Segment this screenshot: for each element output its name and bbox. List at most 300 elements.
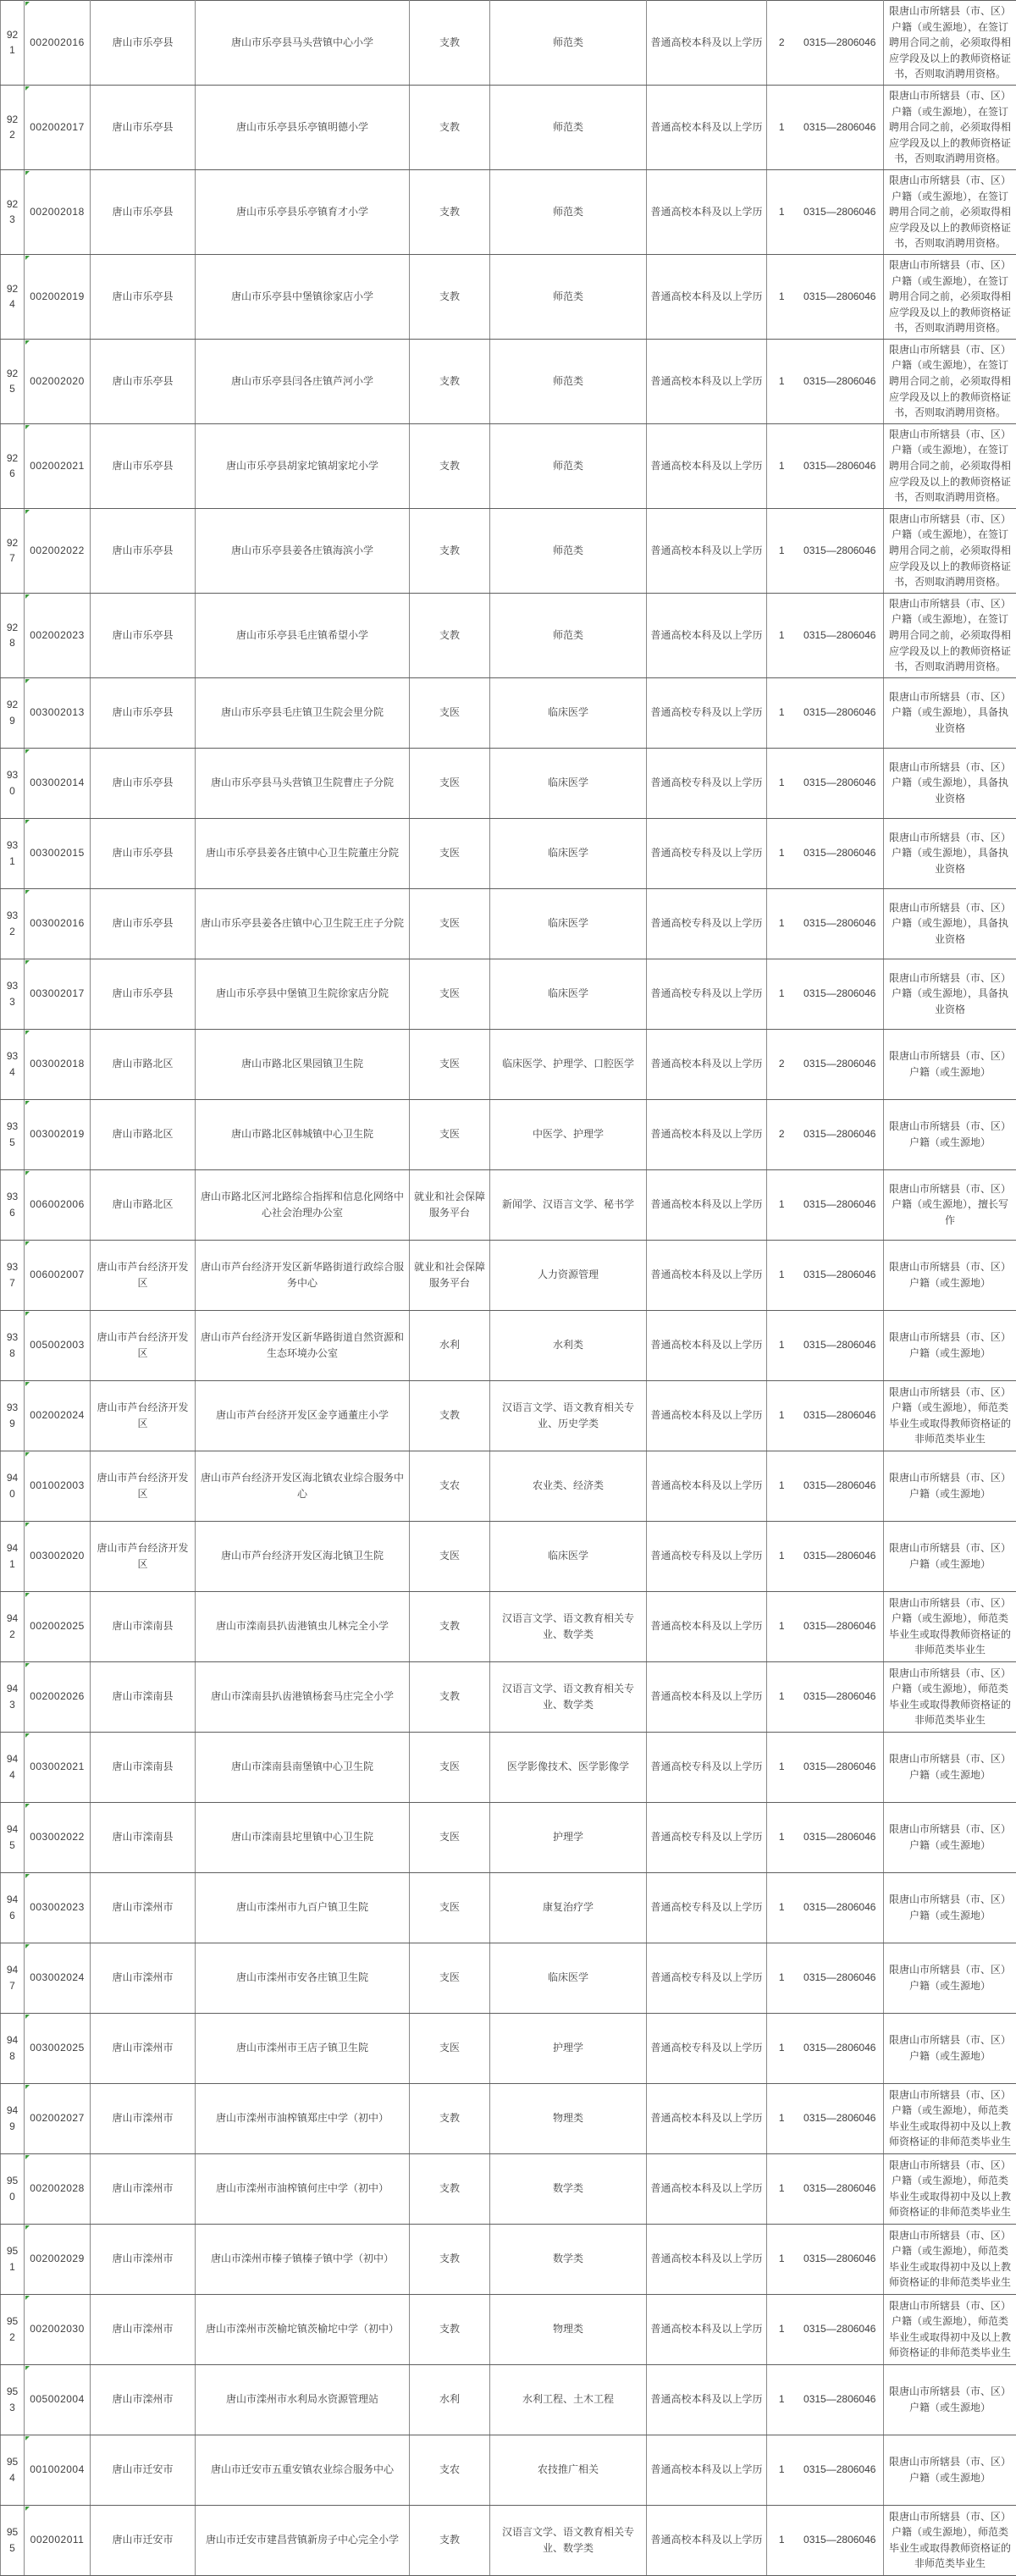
major-cell: 水利类 — [490, 1310, 647, 1380]
county-cell: 唐山市乐亭县 — [91, 169, 196, 254]
major-cell: 物理类 — [490, 2083, 647, 2153]
county-cell: 唐山市滦南县 — [91, 1661, 196, 1732]
position-code-cell — [25, 423, 91, 508]
serial-number-cell: 944 — [1, 1732, 25, 1802]
position-code-text: 002002017 — [30, 121, 85, 133]
education-cell: 普通高校本科及以上学历 — [647, 1240, 767, 1310]
county-cell: 唐山市滦州市 — [91, 2294, 196, 2364]
green-corner-marker-icon — [25, 2296, 30, 2300]
education-cell: 普通高校专科及以上学历 — [647, 1732, 767, 1802]
headcount-cell: 1 — [767, 1380, 797, 1451]
unit-name-cell: 唐山市乐亭县姜各庄镇中心卫生院王庄子分院 — [196, 888, 410, 959]
headcount-cell: 2 — [767, 1, 797, 86]
phone-cell: 0315—2806046 — [797, 1310, 884, 1380]
headcount-cell: 1 — [767, 1802, 797, 1872]
category-cell: 支医 — [410, 888, 490, 959]
education-cell: 普通高校本科及以上学历 — [647, 508, 767, 593]
county-cell: 唐山市乐亭县 — [91, 254, 196, 339]
green-corner-marker-icon — [25, 594, 30, 599]
headcount-cell: 1 — [767, 1661, 797, 1732]
category-cell: 水利 — [410, 1310, 490, 1380]
category-cell: 支教 — [410, 254, 490, 339]
category-cell: 支教 — [410, 2294, 490, 2364]
green-corner-marker-icon — [25, 2155, 30, 2159]
headcount-cell: 1 — [767, 2294, 797, 2364]
phone-cell: 0315—2806046 — [797, 1451, 884, 1521]
table-row — [1, 2153, 1016, 2224]
position-code-cell — [25, 677, 91, 748]
green-corner-marker-icon — [25, 1663, 30, 1667]
headcount-cell: 1 — [767, 1169, 797, 1240]
green-corner-marker-icon — [25, 86, 30, 91]
remark-cell: 限唐山市所辖县（市、区）户籍（或生源地），具备执业资格 — [884, 677, 1016, 748]
green-corner-marker-icon — [25, 1944, 30, 1949]
table-row — [1, 959, 1016, 1029]
green-corner-marker-icon — [25, 1452, 30, 1457]
major-cell: 汉语言文学、语文教育相关专业、数学类 — [490, 2505, 647, 2575]
phone-cell: 0315—2806046 — [797, 2294, 884, 2364]
category-cell: 支教 — [410, 1380, 490, 1451]
phone-cell: 0315—2806046 — [797, 1661, 884, 1732]
education-cell: 普通高校专科及以上学历 — [647, 1943, 767, 2013]
headcount-cell: 1 — [767, 959, 797, 1029]
county-cell: 唐山市滦州市 — [91, 2153, 196, 2224]
remark-cell: 限唐山市所辖县（市、区）户籍（或生源地），在签订聘用合同之前，必须取得相应学段及以上的教师资格证书，否则取消聘用资格。 — [884, 1, 1016, 86]
table-row — [1, 254, 1016, 339]
unit-name-cell: 唐山市迁安市建昌营镇新房子中心完全小学 — [196, 2505, 410, 2575]
county-cell: 唐山市滦州市 — [91, 1943, 196, 2013]
serial-number-cell: 948 — [1, 2013, 25, 2083]
position-code-text: 003002025 — [30, 2042, 85, 2054]
phone-cell: 0315—2806046 — [797, 1380, 884, 1451]
position-code-cell — [25, 959, 91, 1029]
serial-number-cell: 945 — [1, 1802, 25, 1872]
education-cell: 普通高校本科及以上学历 — [647, 1029, 767, 1099]
serial-number-cell: 926 — [1, 423, 25, 508]
position-code-text: 003002014 — [30, 777, 85, 788]
category-cell: 支医 — [410, 1029, 490, 1099]
county-cell: 唐山市路北区 — [91, 1169, 196, 1240]
remark-cell: 限唐山市所辖县（市、区）户籍（或生源地），师范类毕业生或取得教师资格证的非师范类毕业生 — [884, 1380, 1016, 1451]
position-code-text: 002002030 — [30, 2323, 85, 2335]
serial-number-cell: 931 — [1, 818, 25, 888]
major-cell: 汉语言文学、语文教育相关专业、历史学类 — [490, 1380, 647, 1451]
table-row — [1, 1661, 1016, 1732]
remark-cell: 限唐山市所辖县（市、区）户籍（或生源地），师范类毕业生或取得教师资格证的非师范类毕业生 — [884, 1591, 1016, 1661]
phone-cell: 0315—2806046 — [797, 677, 884, 748]
major-cell: 临床医学、护理学、口腔医学 — [490, 1029, 647, 1099]
education-cell: 普通高校本科及以上学历 — [647, 2153, 767, 2224]
county-cell: 唐山市迁安市 — [91, 2435, 196, 2505]
education-cell: 普通高校专科及以上学历 — [647, 748, 767, 818]
position-code-cell — [25, 1521, 91, 1591]
headcount-cell: 1 — [767, 1240, 797, 1310]
unit-name-cell: 唐山市乐亭县马头营镇卫生院曹庄子分院 — [196, 748, 410, 818]
headcount-cell: 1 — [767, 2435, 797, 2505]
position-code-text: 002002023 — [30, 629, 85, 641]
green-corner-marker-icon — [25, 960, 30, 965]
education-cell: 普通高校本科及以上学历 — [647, 1380, 767, 1451]
unit-name-cell: 唐山市乐亭县毛庄镇卫生院会里分院 — [196, 677, 410, 748]
unit-name-cell: 唐山市滦州市九百户镇卫生院 — [196, 1872, 410, 1943]
headcount-cell: 1 — [767, 2013, 797, 2083]
position-code-text: 002002022 — [30, 544, 85, 556]
category-cell: 支医 — [410, 1872, 490, 1943]
remark-cell: 限唐山市所辖县（市、区）户籍（或生源地），具备执业资格 — [884, 888, 1016, 959]
education-cell: 普通高校专科及以上学历 — [647, 959, 767, 1029]
headcount-cell: 1 — [767, 508, 797, 593]
headcount-cell: 1 — [767, 2364, 797, 2435]
unit-name-cell: 唐山市路北区河北路综合指挥和信息化网络中心社会治理办公室 — [196, 1169, 410, 1240]
unit-name-cell: 唐山市乐亭县毛庄镇希望小学 — [196, 593, 410, 677]
education-cell: 普通高校专科及以上学历 — [647, 818, 767, 888]
category-cell: 支教 — [410, 2505, 490, 2575]
serial-number-cell: 950 — [1, 2153, 25, 2224]
major-cell: 康复治疗学 — [490, 1872, 647, 1943]
category-cell: 支农 — [410, 1451, 490, 1521]
green-corner-marker-icon — [25, 1804, 30, 1808]
phone-cell: 0315—2806046 — [797, 1802, 884, 1872]
phone-cell: 0315—2806046 — [797, 1099, 884, 1169]
position-code-text: 003002022 — [30, 1831, 85, 1843]
education-cell: 普通高校本科及以上学历 — [647, 1451, 767, 1521]
position-code-cell — [25, 1310, 91, 1380]
category-cell: 支教 — [410, 2153, 490, 2224]
county-cell: 唐山市路北区 — [91, 1099, 196, 1169]
phone-cell: 0315—2806046 — [797, 748, 884, 818]
remark-cell: 限唐山市所辖县（市、区）户籍（或生源地） — [884, 1099, 1016, 1169]
county-cell: 唐山市乐亭县 — [91, 339, 196, 423]
green-corner-marker-icon — [25, 1523, 30, 1527]
serial-number-cell: 954 — [1, 2435, 25, 2505]
phone-cell: 0315—2806046 — [797, 1872, 884, 1943]
green-corner-marker-icon — [25, 2366, 30, 2370]
headcount-cell: 1 — [767, 1732, 797, 1802]
major-cell: 数学类 — [490, 2153, 647, 2224]
position-code-text: 002002026 — [30, 1690, 85, 1702]
position-code-text: 003002020 — [30, 1550, 85, 1562]
table-row — [1, 1380, 1016, 1451]
headcount-cell: 1 — [767, 423, 797, 508]
unit-name-cell: 唐山市乐亭县乐亭镇育才小学 — [196, 169, 410, 254]
green-corner-marker-icon — [25, 1241, 30, 1246]
position-code-cell — [25, 2083, 91, 2153]
headcount-cell: 1 — [767, 1872, 797, 1943]
phone-cell: 0315—2806046 — [797, 593, 884, 677]
major-cell: 临床医学 — [490, 748, 647, 818]
education-cell: 普通高校本科及以上学历 — [647, 2224, 767, 2294]
position-code-text: 002002019 — [30, 290, 85, 302]
unit-name-cell: 唐山市乐亭县闫各庄镇芦河小学 — [196, 339, 410, 423]
serial-number-cell: 933 — [1, 959, 25, 1029]
serial-number-cell: 930 — [1, 748, 25, 818]
green-corner-marker-icon — [25, 340, 30, 345]
green-corner-marker-icon — [25, 2225, 30, 2230]
phone-cell: 0315—2806046 — [797, 818, 884, 888]
serial-number-cell: 923 — [1, 169, 25, 254]
education-cell: 普通高校专科及以上学历 — [647, 677, 767, 748]
table-row — [1, 2364, 1016, 2435]
major-cell: 护理学 — [490, 2013, 647, 2083]
phone-cell: 0315—2806046 — [797, 2224, 884, 2294]
county-cell: 唐山市芦台经济开发区 — [91, 1521, 196, 1591]
phone-cell: 0315—2806046 — [797, 254, 884, 339]
major-cell: 临床医学 — [490, 677, 647, 748]
unit-name-cell: 唐山市芦台经济开发区新华路街道自然资源和生态环境办公室 — [196, 1310, 410, 1380]
major-cell: 农技推广相关 — [490, 2435, 647, 2505]
category-cell: 支农 — [410, 2435, 490, 2505]
table-row — [1, 818, 1016, 888]
county-cell: 唐山市滦州市 — [91, 2083, 196, 2153]
position-code-text: 002002025 — [30, 1620, 85, 1632]
category-cell: 支教 — [410, 1, 490, 86]
education-cell: 普通高校本科及以上学历 — [647, 423, 767, 508]
major-cell: 人力资源管理 — [490, 1240, 647, 1310]
green-corner-marker-icon — [25, 1171, 30, 1175]
category-cell: 支教 — [410, 1591, 490, 1661]
county-cell: 唐山市滦南县 — [91, 1802, 196, 1872]
major-cell: 农业类、经济类 — [490, 1451, 647, 1521]
major-cell: 护理学 — [490, 1802, 647, 1872]
headcount-cell: 1 — [767, 1943, 797, 2013]
serial-number-cell: 937 — [1, 1240, 25, 1310]
category-cell: 支教 — [410, 1661, 490, 1732]
education-cell: 普通高校本科及以上学历 — [647, 2083, 767, 2153]
serial-number-cell: 940 — [1, 1451, 25, 1521]
position-code-cell — [25, 2013, 91, 2083]
position-code-text: 002002018 — [30, 206, 85, 218]
table-row — [1, 1943, 1016, 2013]
phone-cell: 0315—2806046 — [797, 2505, 884, 2575]
category-cell: 支教 — [410, 2224, 490, 2294]
serial-number-cell: 943 — [1, 1661, 25, 1732]
remark-cell: 限唐山市所辖县（市、区）户籍（或生源地） — [884, 1310, 1016, 1380]
headcount-cell: 1 — [767, 677, 797, 748]
serial-number-cell: 953 — [1, 2364, 25, 2435]
green-corner-marker-icon — [25, 890, 30, 894]
phone-cell: 0315—2806046 — [797, 959, 884, 1029]
position-code-text: 002002024 — [30, 1409, 85, 1421]
position-code-cell — [25, 2435, 91, 2505]
education-cell: 普通高校本科及以上学历 — [647, 593, 767, 677]
remark-cell: 限唐山市所辖县（市、区）户籍（或生源地），具备执业资格 — [884, 959, 1016, 1029]
category-cell: 水利 — [410, 2364, 490, 2435]
table-row — [1, 1802, 1016, 1872]
headcount-cell: 2 — [767, 1099, 797, 1169]
position-code-text: 003002019 — [30, 1128, 85, 1140]
county-cell: 唐山市乐亭县 — [91, 888, 196, 959]
serial-number-cell: 946 — [1, 1872, 25, 1943]
unit-name-cell: 唐山市滦州市榛子镇榛子镇中学（初中） — [196, 2224, 410, 2294]
headcount-cell: 1 — [767, 2083, 797, 2153]
phone-cell: 0315—2806046 — [797, 1, 884, 86]
county-cell: 唐山市乐亭县 — [91, 423, 196, 508]
major-cell: 新闻学、汉语言文学、秘书学 — [490, 1169, 647, 1240]
education-cell: 普通高校本科及以上学历 — [647, 85, 767, 169]
category-cell: 支教 — [410, 508, 490, 593]
position-code-text: 002002027 — [30, 2112, 85, 2124]
major-cell: 临床医学 — [490, 888, 647, 959]
phone-cell: 0315—2806046 — [797, 2083, 884, 2153]
position-code-cell — [25, 2153, 91, 2224]
county-cell: 唐山市滦州市 — [91, 2364, 196, 2435]
remark-cell: 限唐山市所辖县（市、区）户籍（或生源地），擅长写作 — [884, 1169, 1016, 1240]
table-row — [1, 1099, 1016, 1169]
serial-number-cell: 947 — [1, 1943, 25, 2013]
remark-cell: 限唐山市所辖县（市、区）户籍（或生源地） — [884, 2435, 1016, 2505]
county-cell: 唐山市乐亭县 — [91, 1, 196, 86]
position-code-cell — [25, 1732, 91, 1802]
remark-cell: 限唐山市所辖县（市、区）户籍（或生源地），具备执业资格 — [884, 818, 1016, 888]
unit-name-cell: 唐山市芦台经济开发区金亨通董庄小学 — [196, 1380, 410, 1451]
position-code-cell — [25, 1240, 91, 1310]
county-cell: 唐山市滦州市 — [91, 2013, 196, 2083]
headcount-cell: 1 — [767, 818, 797, 888]
remark-cell: 限唐山市所辖县（市、区）户籍（或生源地），师范类毕业生或取得教师资格证的非师范类毕业生 — [884, 1661, 1016, 1732]
green-corner-marker-icon — [25, 1382, 30, 1386]
unit-name-cell: 唐山市滦南县南堡镇中心卫生院 — [196, 1732, 410, 1802]
remark-cell: 限唐山市所辖县（市、区）户籍（或生源地） — [884, 1943, 1016, 2013]
county-cell: 唐山市芦台经济开发区 — [91, 1451, 196, 1521]
phone-cell: 0315—2806046 — [797, 2435, 884, 2505]
county-cell: 唐山市乐亭县 — [91, 593, 196, 677]
major-cell: 师范类 — [490, 593, 647, 677]
category-cell: 支教 — [410, 593, 490, 677]
green-corner-marker-icon — [25, 2436, 30, 2441]
category-cell: 支医 — [410, 1802, 490, 1872]
phone-cell: 0315—2806046 — [797, 85, 884, 169]
table-row — [1, 1872, 1016, 1943]
county-cell: 唐山市芦台经济开发区 — [91, 1310, 196, 1380]
table-body — [1, 1, 1016, 2576]
major-cell: 数学类 — [490, 2224, 647, 2294]
county-cell: 唐山市乐亭县 — [91, 959, 196, 1029]
unit-name-cell: 唐山市芦台经济开发区新华路街道行政综合服务中心 — [196, 1240, 410, 1310]
unit-name-cell: 唐山市滦州市水利局水资源管理站 — [196, 2364, 410, 2435]
category-cell: 支教 — [410, 85, 490, 169]
category-cell: 支医 — [410, 959, 490, 1029]
unit-name-cell: 唐山市滦州市安各庄镇卫生院 — [196, 1943, 410, 2013]
position-code-text: 002002020 — [30, 375, 85, 387]
green-corner-marker-icon — [25, 749, 30, 754]
phone-cell: 0315—2806046 — [797, 1732, 884, 1802]
category-cell: 支教 — [410, 2083, 490, 2153]
remark-cell: 限唐山市所辖县（市、区）户籍（或生源地），在签订聘用合同之前，必须取得相应学段及以上的教师资格证书，否则取消聘用资格。 — [884, 508, 1016, 593]
position-code-text: 003002016 — [30, 917, 85, 929]
position-code-cell — [25, 339, 91, 423]
serial-number-cell: 949 — [1, 2083, 25, 2153]
education-cell: 普通高校专科及以上学历 — [647, 1802, 767, 1872]
major-cell: 中医学、护理学 — [490, 1099, 647, 1169]
position-code-cell — [25, 2364, 91, 2435]
green-corner-marker-icon — [25, 820, 30, 824]
position-code-cell — [25, 1380, 91, 1451]
position-code-text: 002002016 — [30, 36, 85, 48]
education-cell: 普通高校专科及以上学历 — [647, 1521, 767, 1591]
position-code-text: 002002021 — [30, 460, 85, 472]
education-cell: 普通高校本科及以上学历 — [647, 339, 767, 423]
serial-number-cell: 929 — [1, 677, 25, 748]
unit-name-cell: 唐山市滦州市王店子镇卫生院 — [196, 2013, 410, 2083]
headcount-cell: 1 — [767, 748, 797, 818]
headcount-cell: 1 — [767, 888, 797, 959]
headcount-cell: 1 — [767, 1451, 797, 1521]
serial-number-cell: 955 — [1, 2505, 25, 2575]
table-row — [1, 423, 1016, 508]
position-code-cell — [25, 593, 91, 677]
major-cell: 物理类 — [490, 2294, 647, 2364]
table-row — [1, 2083, 1016, 2153]
serial-number-cell: 939 — [1, 1380, 25, 1451]
unit-name-cell: 唐山市迁安市五重安镇农业综合服务中心 — [196, 2435, 410, 2505]
category-cell: 支医 — [410, 748, 490, 818]
position-code-text: 003002023 — [30, 1901, 85, 1913]
position-code-cell — [25, 85, 91, 169]
category-cell: 支医 — [410, 1732, 490, 1802]
county-cell: 唐山市滦州市 — [91, 2224, 196, 2294]
education-cell: 普通高校本科及以上学历 — [647, 254, 767, 339]
table-row — [1, 677, 1016, 748]
phone-cell: 0315—2806046 — [797, 508, 884, 593]
education-cell: 普通高校本科及以上学历 — [647, 2435, 767, 2505]
serial-number-cell: 938 — [1, 1310, 25, 1380]
major-cell: 汉语言文学、语文教育相关专业、数学类 — [490, 1661, 647, 1732]
major-cell: 师范类 — [490, 339, 647, 423]
table-row — [1, 593, 1016, 677]
serial-number-cell: 924 — [1, 254, 25, 339]
category-cell: 支医 — [410, 1099, 490, 1169]
table-row — [1, 2013, 1016, 2083]
phone-cell: 0315—2806046 — [797, 1591, 884, 1661]
position-code-text: 002002029 — [30, 2253, 85, 2264]
table-row — [1, 339, 1016, 423]
headcount-cell: 1 — [767, 593, 797, 677]
phone-cell: 0315—2806046 — [797, 888, 884, 959]
green-corner-marker-icon — [25, 2015, 30, 2019]
category-cell: 支医 — [410, 2013, 490, 2083]
table-row — [1, 1310, 1016, 1380]
education-cell: 普通高校本科及以上学历 — [647, 1661, 767, 1732]
headcount-cell: 1 — [767, 85, 797, 169]
phone-cell: 0315—2806046 — [797, 2013, 884, 2083]
position-code-text: 005002004 — [30, 2393, 85, 2405]
green-corner-marker-icon — [25, 171, 30, 175]
county-cell: 唐山市乐亭县 — [91, 677, 196, 748]
remark-cell: 限唐山市所辖县（市、区）户籍（或生源地） — [884, 1521, 1016, 1591]
remark-cell: 限唐山市所辖县（市、区）户籍（或生源地） — [884, 2364, 1016, 2435]
major-cell: 师范类 — [490, 1, 647, 86]
unit-name-cell: 唐山市滦州市油榨镇何庄中学（初中） — [196, 2153, 410, 2224]
position-code-cell — [25, 1451, 91, 1521]
education-cell: 普通高校本科及以上学历 — [647, 1169, 767, 1240]
table-row — [1, 1240, 1016, 1310]
unit-name-cell: 唐山市滦南县坨里镇中心卫生院 — [196, 1802, 410, 1872]
county-cell: 唐山市路北区 — [91, 1029, 196, 1099]
green-corner-marker-icon — [25, 256, 30, 260]
green-corner-marker-icon — [25, 2507, 30, 2511]
table-row — [1, 1591, 1016, 1661]
position-code-text: 006002006 — [30, 1198, 85, 1210]
position-code-text: 003002021 — [30, 1761, 85, 1772]
major-cell: 临床医学 — [490, 1521, 647, 1591]
category-cell: 就业和社会保障服务平台 — [410, 1169, 490, 1240]
education-cell: 普通高校本科及以上学历 — [647, 1, 767, 86]
green-corner-marker-icon — [25, 679, 30, 683]
serial-number-cell: 934 — [1, 1029, 25, 1099]
phone-cell: 0315—2806046 — [797, 1169, 884, 1240]
position-code-cell — [25, 1943, 91, 2013]
major-cell: 师范类 — [490, 85, 647, 169]
